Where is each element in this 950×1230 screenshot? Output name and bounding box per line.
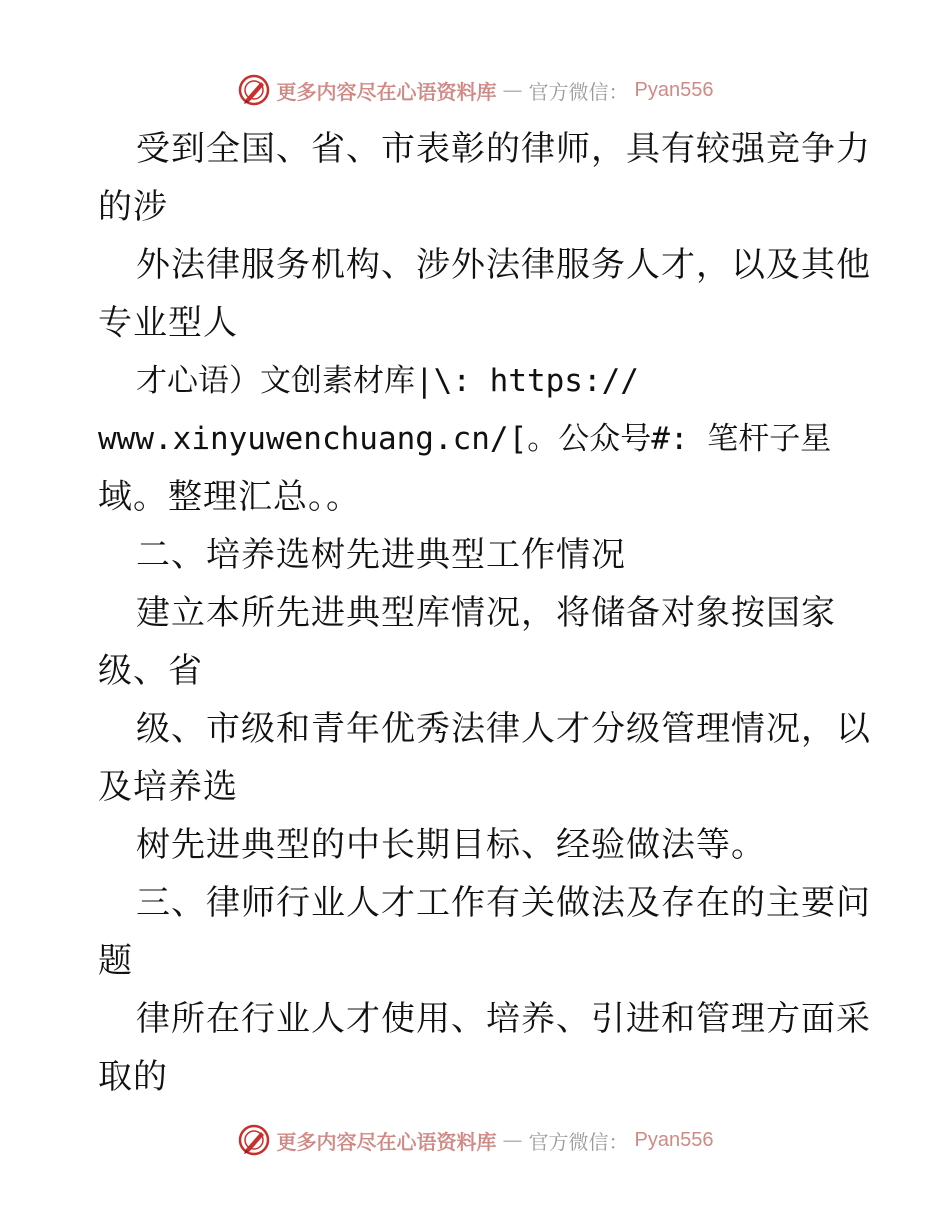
body-line: 及培养选 xyxy=(98,767,238,807)
header-slogan: 更多内容尽在心语资料库 xyxy=(276,79,497,104)
header-separator: — xyxy=(502,78,523,102)
body-line: 建立本所先进典型库情况，将储备对象按国家 xyxy=(136,593,836,633)
section-heading: 二、培养选树先进典型工作情况 xyxy=(136,535,626,575)
body-line: 级、市级和青年优秀法律人才分级管理情况，以 xyxy=(136,709,871,749)
body-line: 题 xyxy=(98,941,133,981)
header-wechat-label: 官方微信： xyxy=(528,79,629,104)
body-line: www.xinyuwenchuang.cn/[。公众号#: 笔杆子星 xyxy=(98,421,832,457)
body-line: 才心语）文创素材库|\: https:// xyxy=(136,363,639,399)
body-line: 专业型人 xyxy=(98,303,238,343)
header-wechat-id: Pyan556 xyxy=(634,78,714,101)
body-line: 律所在行业人才使用、培养、引进和管理方面采 xyxy=(136,999,871,1039)
body-line: 外法律服务机构、涉外法律服务人才，以及其他 xyxy=(136,245,871,285)
footer-banner xyxy=(0,1120,950,1160)
footer-slogan: 更多内容尽在心语资料库 xyxy=(276,1129,497,1154)
body-line: 域。整理汇总。。 xyxy=(98,477,361,517)
footer-wechat-label: 官方微信： xyxy=(528,1129,629,1154)
body-line: 受到全国、省、市表彰的律师，具有较强竞争力 xyxy=(136,129,871,169)
section-heading: 三、律师行业人才工作有关做法及存在的主要问 xyxy=(136,883,871,923)
document-body xyxy=(98,120,871,1106)
body-line: 树先进典型的中长期目标、经验做法等。 xyxy=(136,825,766,865)
pen-nib-logo-icon xyxy=(237,1123,271,1157)
pen-nib-logo-icon xyxy=(237,73,271,107)
header-banner xyxy=(0,70,950,110)
body-line: 取的 xyxy=(98,1057,168,1097)
footer-separator: — xyxy=(502,1128,523,1152)
body-line: 的涉 xyxy=(98,187,168,227)
body-line: 级、省 xyxy=(98,651,203,691)
footer-wechat-id: Pyan556 xyxy=(634,1128,714,1151)
